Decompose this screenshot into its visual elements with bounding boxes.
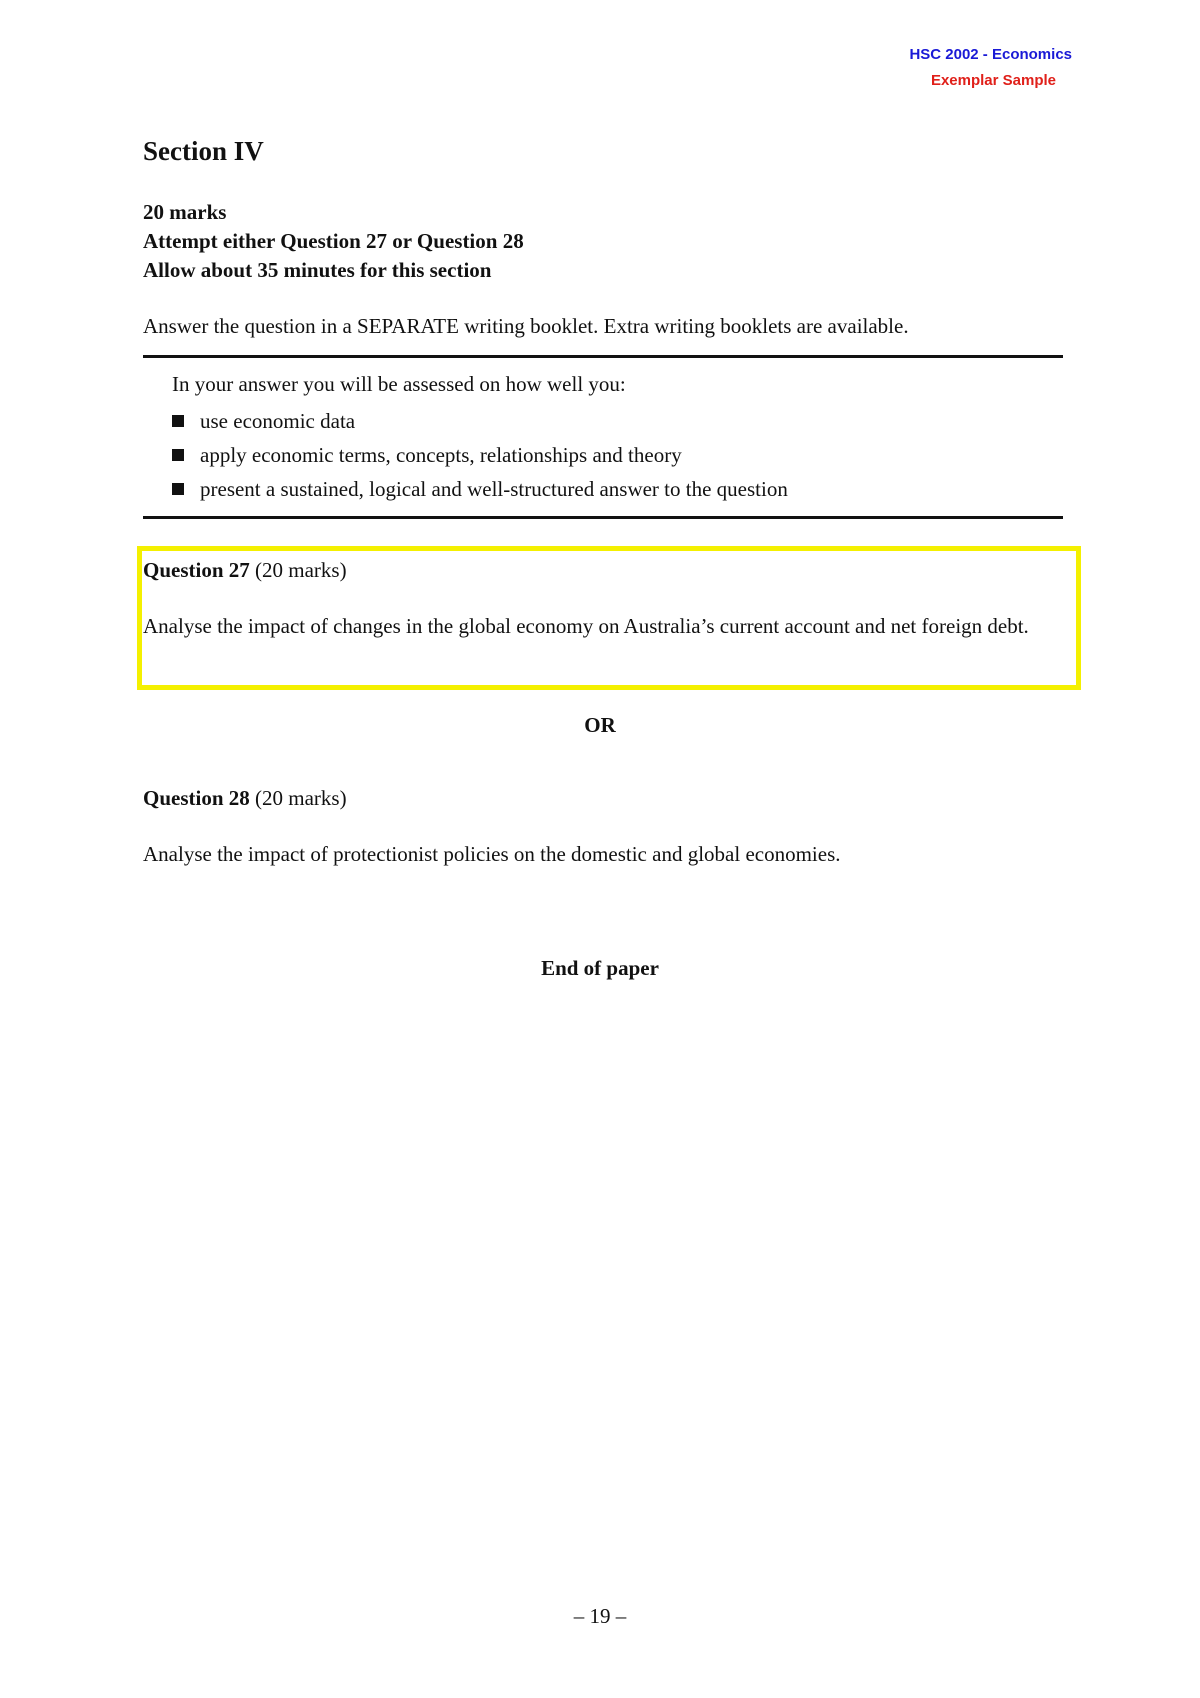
criteria-list	[172, 404, 788, 506]
divider-bottom	[143, 516, 1063, 519]
bullet-square-icon	[172, 415, 184, 427]
criteria-item-text: apply economic terms, concepts, relationships and theory	[200, 443, 682, 467]
criteria-item-text: present a sustained, logical and well-structured answer to the question	[200, 477, 788, 501]
section-attempt: Attempt either Question 27 or Question 28	[143, 229, 524, 253]
header-sample-label: Exemplar Sample	[930, 72, 1056, 89]
end-of-paper: End of paper	[541, 956, 659, 980]
question-28-heading	[143, 786, 347, 811]
criteria-item	[172, 472, 788, 506]
criteria-item	[172, 404, 788, 438]
page-number: – 19 –	[573, 1604, 627, 1628]
criteria-item-text: use economic data	[200, 409, 356, 433]
section-allow-time: Allow about 35 minutes for this section	[143, 258, 492, 282]
question-28-text: Analyse the impact of protectionist policies on the domestic and global economies.	[143, 842, 841, 866]
section-instruction: Answer the question in a SEPARATE writing booklet. Extra writing booklets are available.	[143, 314, 909, 338]
bullet-square-icon	[172, 449, 184, 461]
question-27-label: Question 27	[143, 558, 250, 582]
question-27-text: Analyse the impact of changes in the global economy on Australia’s current account and net foreign debt.	[143, 614, 1029, 638]
header-subject: HSC 2002 - Economics	[909, 46, 1072, 63]
section-marks: 20 marks	[143, 200, 227, 224]
question-27-marks: (20 marks)	[255, 558, 347, 582]
criteria-intro: In your answer you will be assessed on how well you:	[172, 372, 626, 396]
question-27-heading	[143, 558, 347, 583]
section-title: Section IV	[143, 136, 264, 166]
criteria-item	[172, 438, 788, 472]
bullet-square-icon	[172, 483, 184, 495]
question-28-label: Question 28	[143, 786, 250, 810]
question-28-marks: (20 marks)	[255, 786, 347, 810]
or-separator: OR	[584, 713, 616, 737]
divider-top	[143, 355, 1063, 358]
